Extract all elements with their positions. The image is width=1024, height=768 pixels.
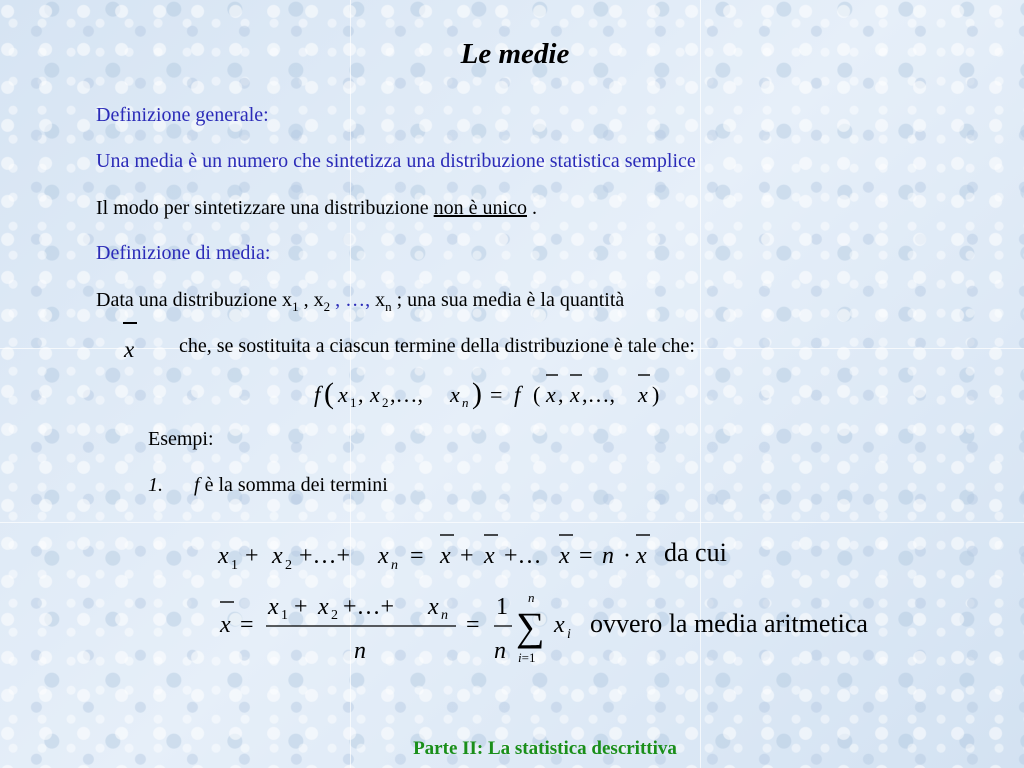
- svg-text:): ): [472, 377, 482, 410]
- distribution-text: x: [370, 289, 386, 311]
- example-text: è la somma dei termini: [199, 474, 388, 496]
- method-sentence: [96, 197, 537, 220]
- svg-text:n: n: [462, 395, 469, 410]
- background-tile-seam: [0, 522, 1024, 523]
- svg-text:2: 2: [382, 395, 389, 410]
- svg-text:+: +: [294, 594, 308, 620]
- svg-text:x: x: [220, 612, 231, 638]
- svg-text:x: x: [559, 543, 570, 569]
- da-cui-text: da cui: [664, 538, 727, 567]
- mean-bar: [123, 322, 137, 324]
- svg-text:x: x: [370, 382, 380, 407]
- svg-text:1: 1: [496, 594, 508, 620]
- svg-text:·: ·: [623, 543, 631, 569]
- svg-text:n: n: [391, 558, 398, 573]
- mean-symbol: x: [124, 337, 135, 362]
- definition-general-text: Una media è un numero che sintetizza una distribuzione statistica semplice: [96, 150, 696, 172]
- example-item: [148, 474, 388, 497]
- svg-text:n: n: [354, 638, 366, 664]
- footer-section-label: Parte II: La statistica descrittiva: [413, 738, 677, 759]
- svg-text:n: n: [602, 543, 614, 569]
- svg-text:x: x: [570, 382, 580, 407]
- svg-text:x: x: [484, 543, 495, 569]
- svg-text:=: =: [466, 612, 480, 638]
- svg-text:1: 1: [350, 395, 357, 410]
- definition-mean-heading: Definizione di media:: [96, 242, 271, 264]
- svg-text:x: x: [338, 382, 348, 407]
- svg-text:x: x: [450, 382, 460, 407]
- example-number: 1.: [148, 474, 163, 496]
- svg-text:x: x: [554, 612, 565, 638]
- svg-text:+…+: +…+: [343, 594, 395, 620]
- svg-text:x: x: [638, 382, 648, 407]
- svg-text:,: ,: [358, 382, 364, 407]
- definition-general-heading: Definizione generale:: [96, 104, 269, 126]
- svg-text:x: x: [428, 594, 439, 620]
- arithmetic-mean-label: ovvero la media aritmetica: [590, 609, 868, 638]
- svg-text:1: 1: [281, 608, 288, 623]
- svg-text:n: n: [494, 638, 506, 664]
- substitution-sentence: che, se sostituita a ciascun termine della distribuzione è tale che:: [179, 335, 695, 357]
- svg-text:+: +: [245, 543, 259, 569]
- svg-text:,: ,: [558, 382, 564, 407]
- svg-text:+…+: +…+: [299, 543, 351, 569]
- method-sentence-pre: Il modo per sintetizzare una distribuzione: [96, 197, 434, 219]
- distribution-text: ; una sua media è la quantità: [391, 289, 625, 311]
- svg-text:x: x: [636, 543, 647, 569]
- svg-text:=: =: [410, 543, 424, 569]
- svg-text:x: x: [272, 543, 283, 569]
- svg-text:(: (: [324, 377, 334, 410]
- svg-text:): ): [652, 382, 660, 407]
- method-sentence-post: .: [526, 197, 537, 219]
- distribution-text: Data una distribuzione x: [96, 289, 293, 311]
- svg-text:x: x: [218, 543, 229, 569]
- svg-text:x: x: [318, 594, 329, 620]
- svg-text:∑: ∑: [516, 604, 545, 649]
- svg-text:=: =: [240, 612, 254, 638]
- subscript: 1: [292, 299, 299, 314]
- mean-definition-formula: [300, 365, 680, 415]
- background-tile-seam: [700, 0, 701, 768]
- svg-text:x: x: [268, 594, 279, 620]
- svg-text:=: =: [490, 382, 503, 407]
- svg-text:f: f: [314, 382, 321, 407]
- svg-text:+: +: [460, 543, 474, 569]
- svg-text:(: (: [533, 382, 541, 407]
- examples-heading: Esempi:: [148, 428, 214, 450]
- svg-text:i=1: i=1: [518, 650, 536, 665]
- subscript: 2: [323, 299, 331, 314]
- svg-text:=: =: [579, 543, 593, 569]
- arithmetic-mean-formula: [210, 588, 580, 668]
- svg-text:,…,: ,…,: [390, 382, 423, 407]
- svg-text:2: 2: [285, 558, 292, 573]
- svg-text:2: 2: [331, 608, 338, 623]
- svg-text:+…: +…: [504, 543, 542, 569]
- svg-text:x: x: [440, 543, 451, 569]
- method-sentence-underlined: non è unico: [433, 197, 527, 219]
- example-f: f: [194, 474, 200, 496]
- slide-title: Le medie: [460, 38, 570, 70]
- subscript: n: [385, 299, 392, 314]
- sum-formula: [210, 525, 660, 575]
- svg-text:i: i: [567, 627, 571, 642]
- svg-text:n: n: [441, 608, 448, 623]
- svg-text:f: f: [514, 382, 521, 407]
- svg-text:x: x: [546, 382, 556, 407]
- distribution-sentence: [96, 289, 624, 315]
- ellipsis: , …,: [330, 289, 371, 311]
- svg-text:,…,: ,…,: [582, 382, 615, 407]
- svg-text:x: x: [378, 543, 389, 569]
- svg-text:n: n: [528, 590, 535, 605]
- svg-text:1: 1: [231, 558, 238, 573]
- distribution-text: , x: [298, 289, 324, 311]
